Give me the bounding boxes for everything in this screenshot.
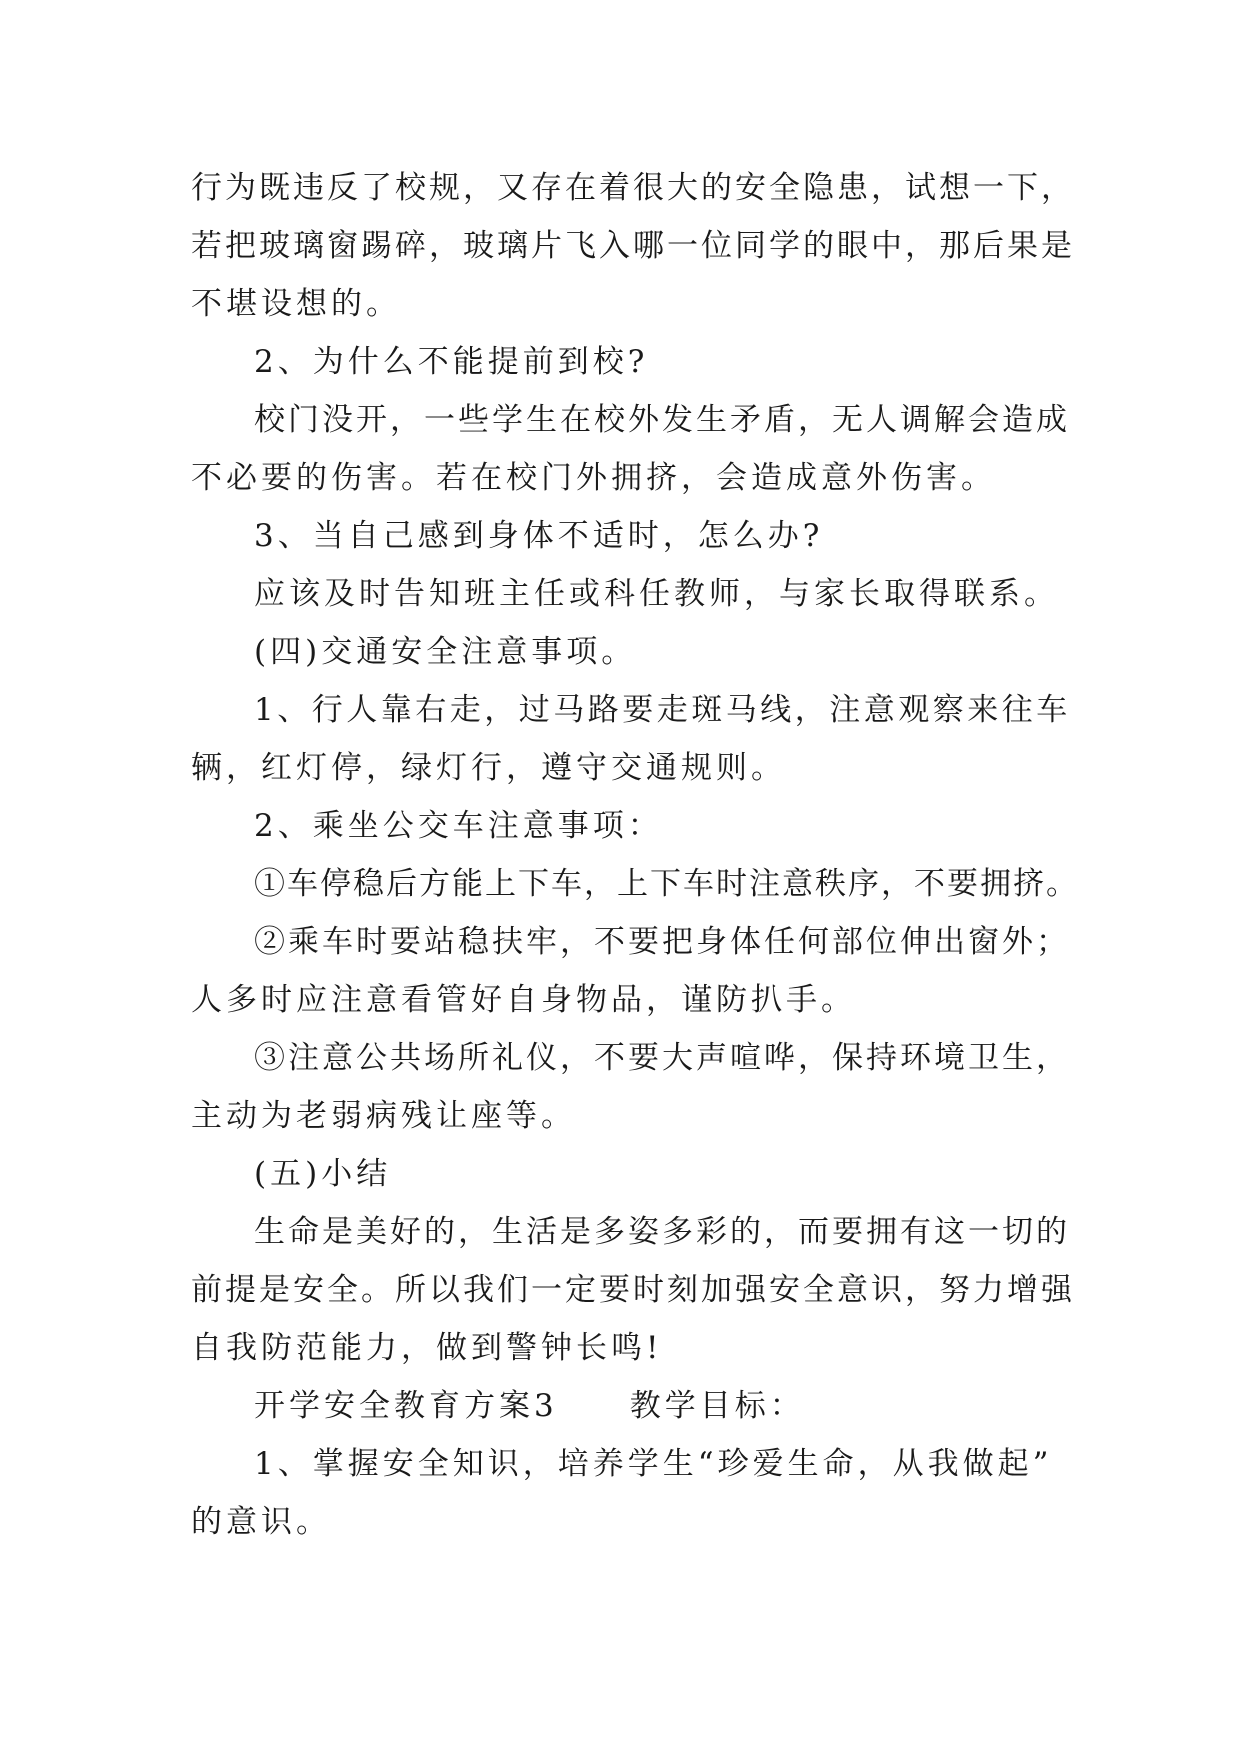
text-line: ③注意公共场所礼仪，不要大声喧哗，保持环境卫生，: [254, 1040, 1070, 1076]
text-line: 自我防范能力，做到警钟长鸣!: [191, 1330, 663, 1366]
text-line: 2、乘坐公交车注意事项：: [254, 808, 663, 844]
text-line: 1、掌握安全知识，培养学生“珍爱生命，从我做起”: [254, 1446, 1053, 1482]
text-line: 生命是美好的，生活是多姿多彩的，而要拥有这一切的: [254, 1214, 1070, 1250]
text-line: 校门没开，一些学生在校外发生矛盾，无人调解会造成: [254, 402, 1070, 438]
text-line: 2、为什么不能提前到校?: [254, 344, 649, 380]
text-line: ①车停稳后方能上下车，上下车时注意秩序，不要拥挤。: [254, 866, 1079, 902]
plan-heading-line: [254, 1386, 805, 1426]
text-line: 不堪设想的。: [191, 286, 401, 322]
text-line: 人多时应注意看管好自身物品，谨防扒手。: [191, 982, 856, 1018]
objectives-label: 教学目标：: [629, 1388, 805, 1424]
text-line: 前提是安全。所以我们一定要时刻加强安全意识，努力增强: [191, 1272, 1075, 1308]
plan-title: 开学安全教育方案3: [254, 1388, 558, 1424]
text-line: 辆，红灯停，绿灯行，遵守交通规则。: [191, 750, 786, 786]
section-heading: (四)交通安全注意事项。: [254, 634, 637, 670]
text-line: 行为既违反了校规，又存在着很大的安全隐患，试想一下，: [191, 170, 1075, 206]
text-line: 若把玻璃窗踢碎，玻璃片飞入哪一位同学的眼中，那后果是: [191, 228, 1075, 264]
text-line: 应该及时告知班主任或科任教师，与家长取得联系。: [254, 576, 1059, 612]
text-line: 的意识。: [191, 1504, 331, 1540]
text-line: ②乘车时要站稳扶牢，不要把身体任何部位伸出窗外；: [254, 924, 1070, 960]
text-line: 3、当自己感到身体不适时，怎么办?: [254, 518, 824, 554]
text-line: 不必要的伤害。若在校门外拥挤，会造成意外伤害。: [191, 460, 996, 496]
text-line: 1、行人靠右走，过马路要走斑马线，注意观察来往车: [254, 692, 1071, 728]
section-heading: (五)小结: [254, 1156, 392, 1192]
text-line: 主动为老弱病残让座等。: [191, 1098, 576, 1134]
